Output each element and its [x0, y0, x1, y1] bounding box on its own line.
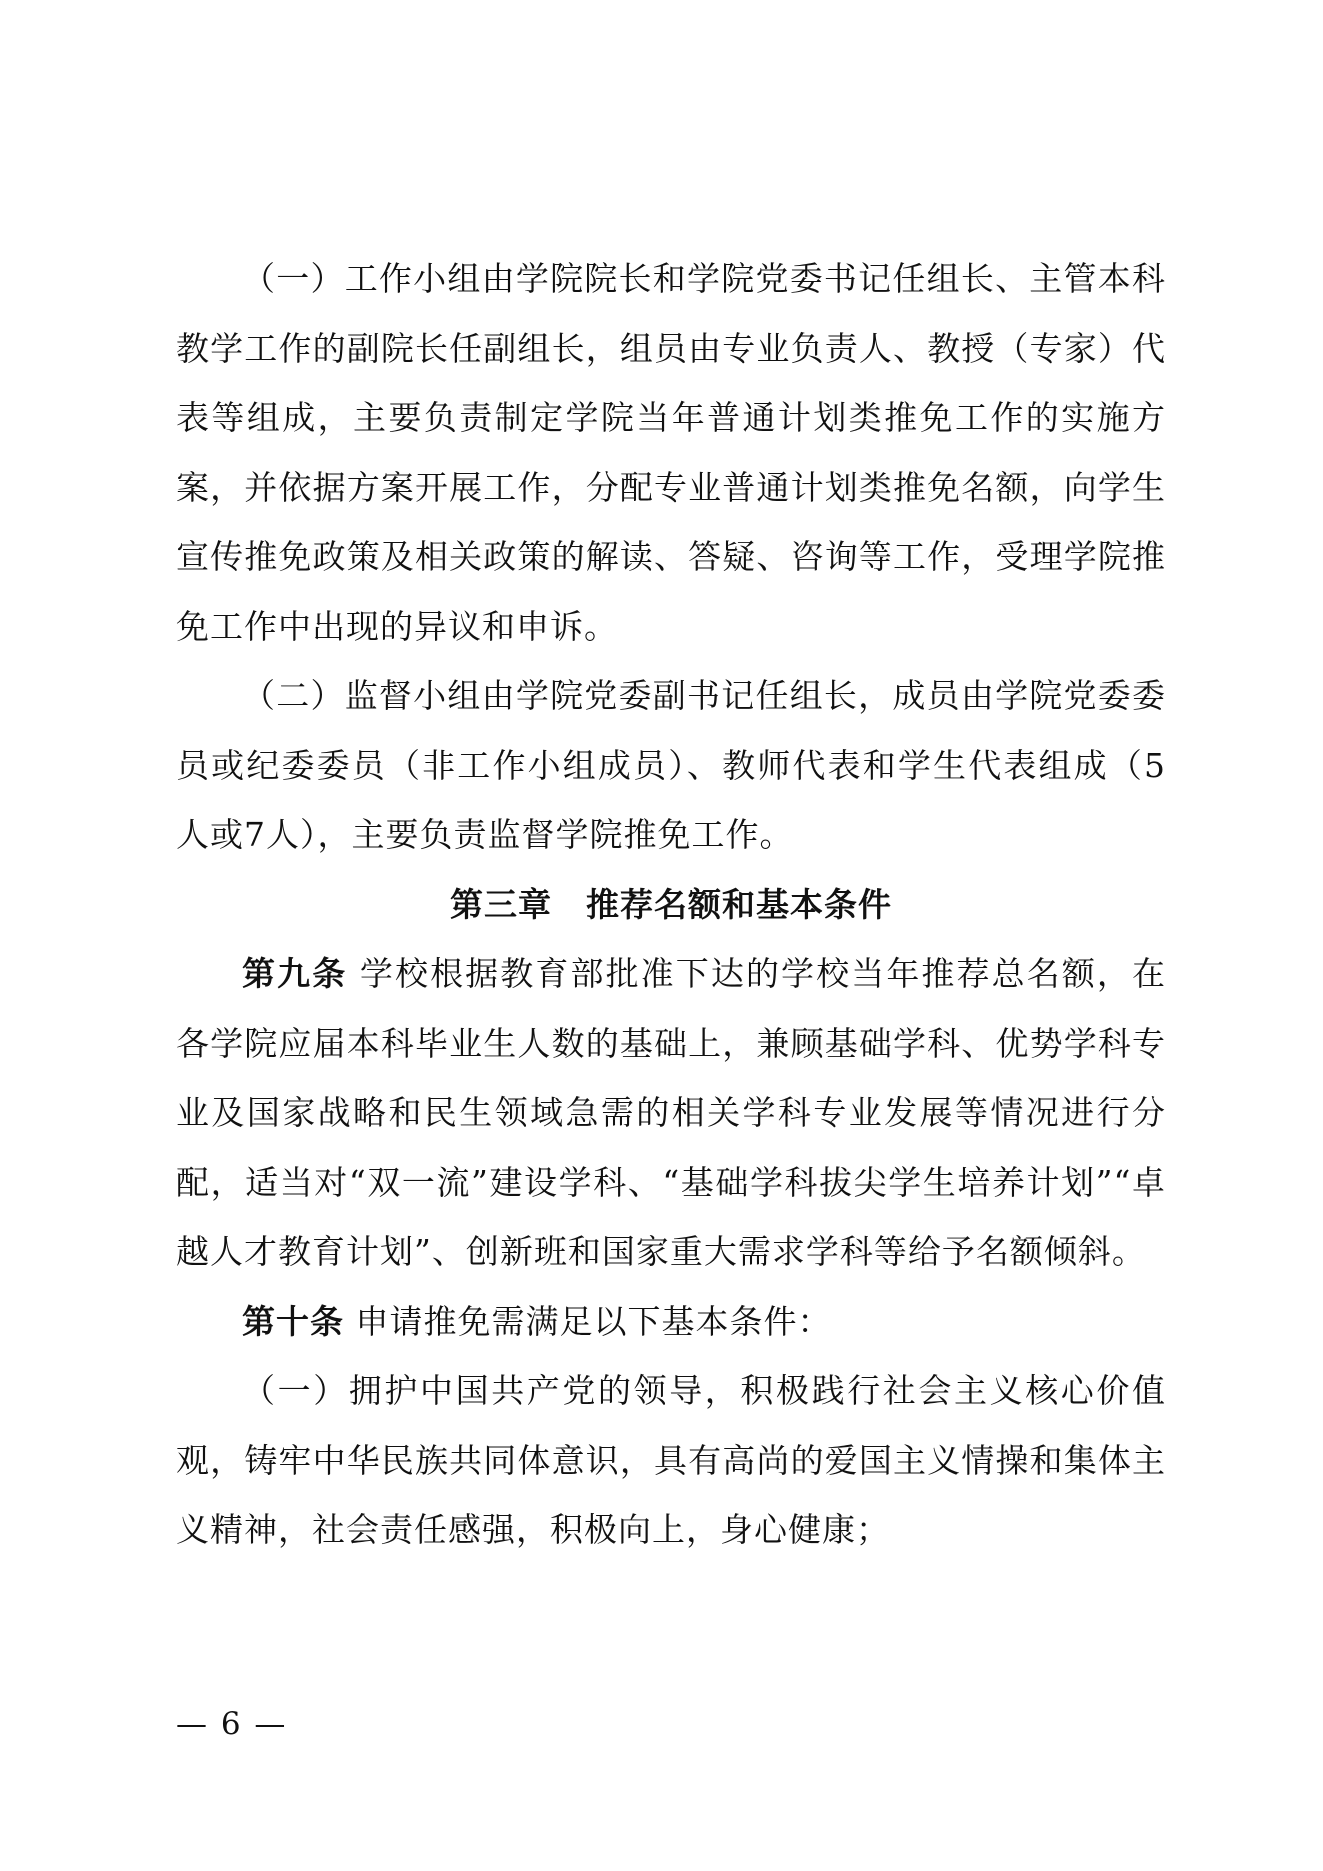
document-body [176, 244, 1166, 1565]
page-number: — 6 — [176, 1706, 288, 1742]
condition-1: （一）拥护中国共产党的领导，积极践行社会主义核心价值观，铸牢中华民族共同体意识，具有高尚的爱国主义情操和集体主义精神，社会责任感强，积极向上，身心健康； [176, 1371, 1166, 1549]
chapter-heading: 第三章 推荐名额和基本条件 [450, 884, 892, 924]
article-9 [176, 939, 1166, 1287]
article-10-text: 申请推免需满足以下基本条件： [355, 1301, 832, 1341]
article-10-label: 第十条 [242, 1301, 344, 1341]
article-9-label: 第九条 [242, 954, 348, 993]
paragraph-supervision-group: （二）监督小组由学院党委副书记任组长，成员由学院党委委员或纪委委员（非工作小组成员）、教师代表和学生代表组成（5人或7人），主要负责监督学院推免工作。 [176, 676, 1166, 854]
paragraph-working-group: （一）工作小组由学院院长和学院党委书记任组长、主管本科教学工作的副院长任副组长，组员由专业负责人、教授（专家）代表等组成，主要负责制定学院当年普通计划类推免工作的实施方案，并依据方案开展工作，分配专业普通计划类推免名额，向学生宣传推免政策及相关政策的解读、答疑、咨询等工作，受理学院推免工作中出现的异议和申诉。 [176, 259, 1166, 646]
article-9-text: 学校根据教育部批准下达的学校当年推荐总名额，在各学院应届本科毕业生人数的基础上，兼顾基础学科、优势学科专业及国家战略和民生领域急需的相关学科专业发展等情况进行分配，适当对“双一流”建设学科、“基础学科拔尖学生培养计划”“卓越人才教育计划”、创新班和国家重大需求学科等给予名额倾斜。 [176, 954, 1167, 1271]
article-10 [176, 1287, 1166, 1357]
